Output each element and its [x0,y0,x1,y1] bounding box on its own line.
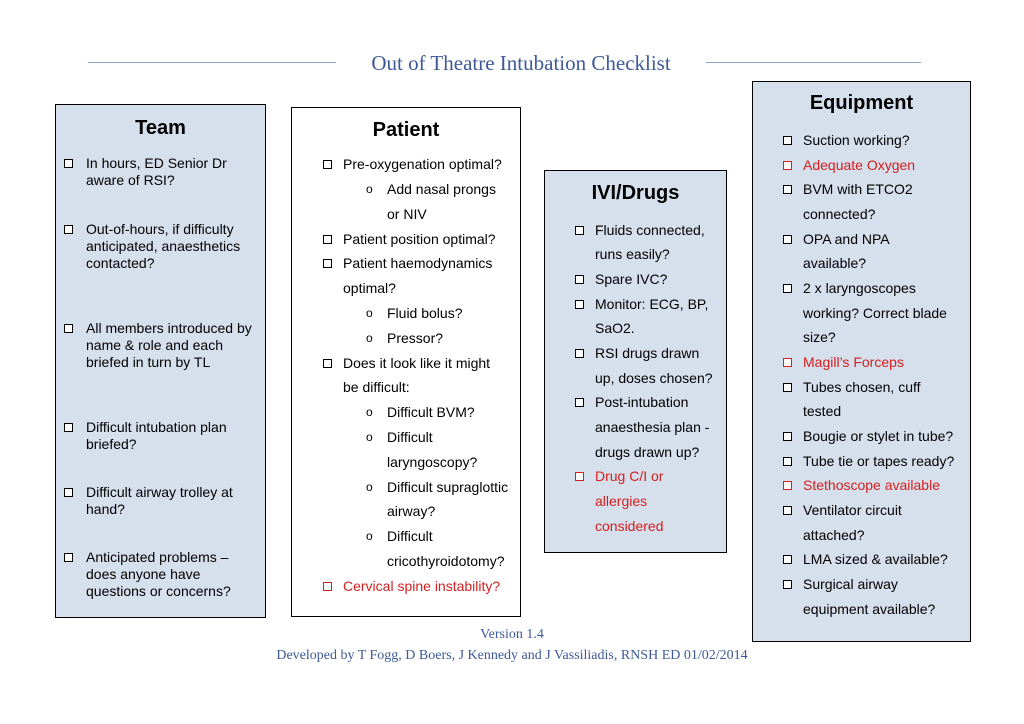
patient-subitem [366,330,444,347]
patient-item-label: be difficult: [343,379,410,395]
checkbox-icon[interactable] [783,580,792,589]
ivi-item[interactable] [595,271,667,288]
bullet-icon: o [366,480,373,494]
team-item-label: Difficult intubation plan briefed? [86,419,227,452]
patient-item-cont [343,379,410,396]
bullet-icon: o [366,405,373,419]
patient-subitem-label: airway? [387,503,436,519]
equipment-item-label: OPA and NPA [803,231,890,247]
patient-subitem-cont [387,454,477,471]
checkbox-icon[interactable] [575,398,584,407]
patient-subitem-cont [387,553,505,570]
title-rule-right [706,62,921,63]
equipment-item-alert[interactable] [803,157,915,174]
equipment-item-alert[interactable] [803,477,940,494]
equipment-item-label: Ventilator circuit [803,502,902,518]
patient-subitem-label: Add nasal prongs [387,181,496,197]
equipment-item-label: available? [803,255,867,271]
bullet-icon: o [366,529,373,543]
patient-subitem-label: laryngoscopy? [387,454,478,470]
patient-panel [291,107,521,617]
patient-item-label: Cervical spine instability? [343,578,501,594]
ivi-item-label: SaO2. [595,320,635,336]
checkbox-icon[interactable] [783,235,792,244]
equipment-item-label: Tubes chosen, cuff [803,379,921,395]
checkbox-icon[interactable] [575,275,584,284]
ivi-item-label: anaesthesia plan - [595,419,710,435]
patient-item-cont [343,280,396,297]
checkbox-icon[interactable] [783,481,792,490]
team-heading: Team [135,117,186,139]
bullet-icon: o [366,331,373,345]
equipment-item-cont [803,403,841,420]
patient-item-label: optimal? [343,280,396,296]
equipment-item[interactable] [803,132,910,149]
patient-subitem-label: Difficult BVM? [387,404,475,420]
team-item-label: All members introduced by name & role and each briefed in turn by TL [86,320,252,370]
equipment-item-cont [803,601,935,618]
team-item[interactable] [86,155,256,189]
equipment-item-label: Tube tie or tapes ready? [803,453,955,469]
patient-subitem-cont [387,206,427,223]
patient-item-label: Pre-oxygenation optimal? [343,156,502,172]
ivi-item-label: runs easily? [595,246,670,262]
ivi-item-label: considered [595,518,664,534]
team-item[interactable] [86,419,256,453]
equipment-item-label: connected? [803,206,876,222]
checkbox-icon[interactable] [783,136,792,145]
checkbox-icon[interactable] [323,259,332,268]
team-item[interactable] [86,549,256,600]
ivi-item-cont [595,419,709,436]
patient-subitem-label: Difficult [387,528,433,544]
checkbox-icon[interactable] [783,506,792,515]
credits-label: Developed by T Fogg, D Boers, J Kennedy and J Vassiliadis, RNSH ED 01/02/2014 [276,648,748,663]
checkbox-icon[interactable] [323,359,332,368]
checkbox-icon[interactable] [783,555,792,564]
equipment-heading: Equipment [809,92,914,114]
ivi-item-label: Fluids connected, [595,222,705,238]
checkbox-icon[interactable] [64,553,73,562]
equipment-panel [752,81,971,642]
checkbox-icon[interactable] [575,300,584,309]
ivi-drugs-panel [544,170,727,553]
team-item[interactable] [86,221,256,272]
checkbox-icon[interactable] [64,324,73,333]
patient-subitem-label: Difficult supraglottic [387,479,509,495]
equipment-item-label: equipment available? [803,601,936,617]
equipment-item-label: Suction working? [803,132,910,148]
patient-subitem [366,429,433,446]
title-row [88,50,921,78]
equipment-item-label: working? Correct blade [803,305,947,321]
ivi-item[interactable] [595,394,688,411]
equipment-item-label: Bougie or stylet in tube? [803,428,954,444]
equipment-item-label: LMA sized & available? [803,551,948,567]
checkbox-icon[interactable] [783,457,792,466]
equipment-item-label: Magill’s Forceps [803,354,904,370]
checkbox-icon[interactable] [64,488,73,497]
ivi-item-cont [595,246,670,263]
ivi-heading: IVI/Drugs [591,182,680,204]
ivi-item-label: drugs drawn up? [595,444,700,460]
bullet-icon: o [366,306,373,320]
patient-heading: Patient [372,119,440,141]
ivi-item-label: RSI drugs drawn [595,345,700,361]
equipment-item-cont [803,206,875,223]
patient-subitem [366,305,463,322]
team-item[interactable] [86,484,256,518]
patient-subitem-label: cricothyroidotomy? [387,553,505,569]
patient-item-alert[interactable] [343,578,500,595]
patient-subitem [366,404,475,421]
equipment-item[interactable] [803,551,948,568]
equipment-item[interactable] [803,231,890,248]
patient-subitem [366,479,509,496]
equipment-item-label: size? [803,329,836,345]
ivi-item-cont [595,320,635,337]
team-item-label: Anticipated problems – does anyone have questions or concerns? [86,549,231,599]
checkbox-icon[interactable] [575,349,584,358]
patient-subitem-label: Pressor? [387,330,444,346]
page-title: Out of Theatre Intubation Checklist [371,51,671,75]
ivi-item-label: Drug C/I or [595,468,664,484]
equipment-item-cont [803,329,836,346]
patient-item-label: Patient haemodynamics [343,255,493,271]
equipment-item-label: Surgical airway [803,576,898,592]
checkbox-icon[interactable] [575,226,584,235]
equipment-item[interactable] [803,453,954,470]
equipment-item-label: Adequate Oxygen [803,157,916,173]
ivi-item-label: Monitor: ECG, BP, [595,296,709,312]
checkbox-icon[interactable] [783,358,792,367]
ivi-item[interactable] [595,296,708,313]
team-item-label: In hours, ED Senior Dr aware of RSI? [86,155,227,188]
ivi-item-label: allergies [595,493,648,509]
checkbox-icon[interactable] [64,423,73,432]
ivi-item-cont [595,518,664,535]
equipment-item-cont [803,305,947,322]
patient-item[interactable] [343,231,496,248]
equipment-item-label: tested [803,403,842,419]
checkbox-icon[interactable] [783,161,792,170]
patient-item-label: Does it look like it might [343,355,491,371]
team-item-label: Out-of-hours, if difficulty anticipated, anaesthetics contacted? [86,221,241,271]
checkbox-icon[interactable] [783,432,792,441]
bullet-icon: o [366,430,373,444]
checkbox-icon[interactable] [64,159,73,168]
equipment-item[interactable] [803,576,898,593]
equipment-item[interactable] [803,428,953,445]
equipment-item-cont [803,527,865,544]
checkbox-icon[interactable] [575,472,584,481]
equipment-item-label: BVM with ETCO2 [803,181,913,197]
patient-subitem-label: Difficult [387,429,433,445]
patient-item[interactable] [343,355,490,372]
ivi-item-cont [595,493,647,510]
equipment-item[interactable] [803,379,921,396]
checkbox-icon[interactable] [783,383,792,392]
patient-subitem [366,528,433,545]
ivi-item-alert[interactable] [595,468,663,485]
equipment-item[interactable] [803,280,916,297]
checkbox-icon[interactable] [323,160,332,169]
patient-subitem [366,181,496,198]
ivi-item-label: up, doses chosen? [595,370,713,386]
bullet-icon: o [366,182,373,196]
checkbox-icon[interactable] [783,185,792,194]
title-rule-left [88,62,336,63]
equipment-item-alert[interactable] [803,354,904,371]
patient-subitem-label: or NIV [387,206,427,222]
equipment-item[interactable] [803,502,902,519]
ivi-item-cont [595,444,699,461]
ivi-item-label: Post-intubation [595,394,689,410]
patient-subitem-cont [387,503,435,520]
checkbox-icon[interactable] [64,225,73,234]
ivi-item-cont [595,370,713,387]
patient-subitem-label: Fluid bolus? [387,305,463,321]
team-item[interactable] [86,320,256,371]
ivi-item-label: Spare IVC? [595,271,668,287]
equipment-item-label: 2 x laryngoscopes [803,280,916,296]
checkbox-icon[interactable] [783,284,792,293]
checkbox-icon[interactable] [323,582,332,591]
checkbox-icon[interactable] [323,235,332,244]
version-label: Version 1.4 [480,627,544,642]
patient-item[interactable] [343,156,502,173]
team-item-label: Difficult airway trolley at hand? [86,484,233,517]
team-panel [55,104,266,618]
patient-item-label: Patient position optimal? [343,231,496,247]
ivi-item[interactable] [595,345,699,362]
equipment-item-label: attached? [803,527,865,543]
equipment-item-cont [803,255,866,272]
equipment-item[interactable] [803,181,913,198]
equipment-item-label: Stethoscope available [803,477,940,493]
ivi-item[interactable] [595,222,705,239]
patient-item[interactable] [343,255,492,272]
